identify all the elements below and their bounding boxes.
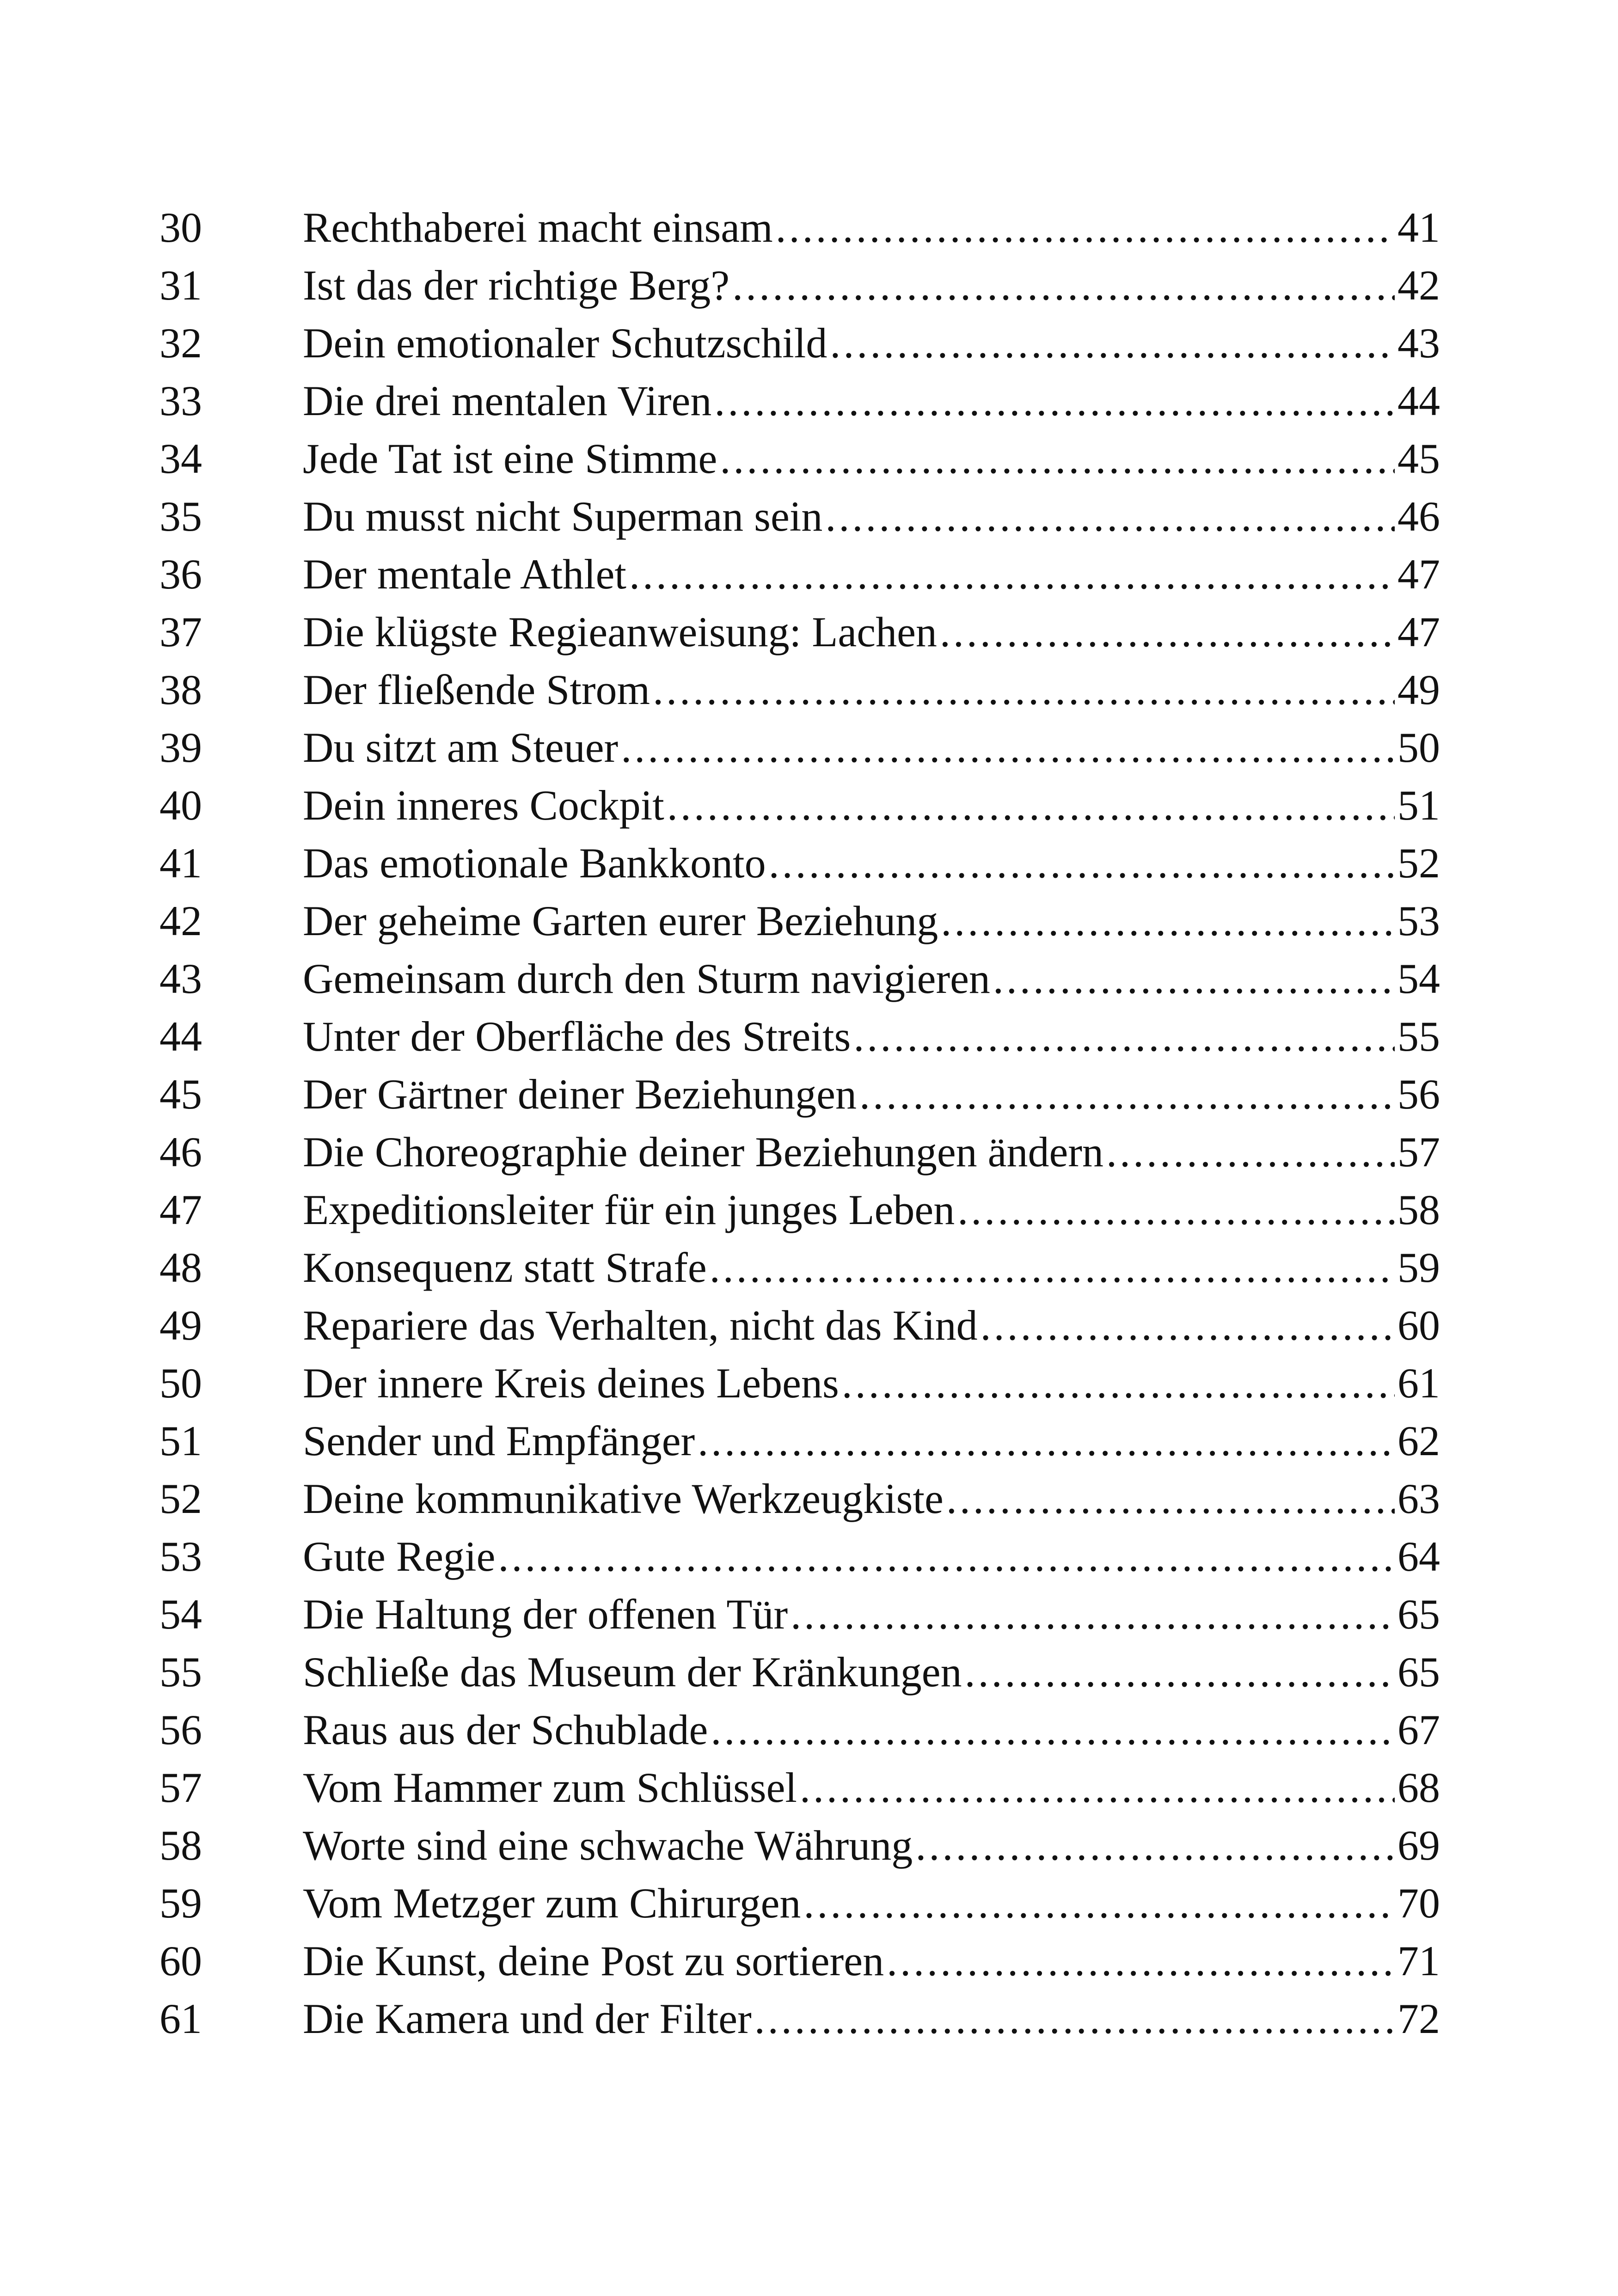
dot-leader [965, 1643, 1395, 1701]
toc-entry [303, 545, 1440, 603]
toc-chapter-number: 51 [159, 1417, 202, 1464]
toc-row [159, 661, 1440, 719]
toc-chapter-number: 43 [159, 955, 202, 1002]
toc-chapter-number: 33 [159, 377, 202, 424]
toc-entry [303, 1065, 1440, 1123]
toc-row [159, 199, 1440, 257]
toc-chapter-title: Worte sind eine schwache Währung [303, 1822, 913, 1869]
toc-chapter-title: Der geheime Garten eurer Beziehung [303, 897, 938, 944]
dot-leader [941, 892, 1395, 950]
toc-entry [303, 1701, 1440, 1759]
toc-entry [303, 1008, 1440, 1065]
toc-page-number: 59 [1397, 1244, 1440, 1291]
toc-entry [303, 1643, 1440, 1701]
dot-leader [981, 1297, 1395, 1354]
toc-page-number: 56 [1397, 1071, 1440, 1118]
dot-leader [754, 1990, 1395, 2048]
toc-page-number: 52 [1397, 839, 1440, 887]
toc-chapter-number: 38 [159, 666, 202, 713]
toc-chapter-title: Der mentale Athlet [303, 551, 626, 598]
toc-entry [303, 1817, 1440, 1874]
toc-page-number: 69 [1397, 1822, 1440, 1869]
toc-chapter-number: 39 [159, 724, 202, 771]
toc-row [159, 1239, 1440, 1297]
toc-chapter-title: Vom Metzger zum Chirurgen [303, 1880, 801, 1927]
toc-chapter-number: 31 [159, 262, 202, 309]
dot-leader [710, 1239, 1395, 1297]
toc-chapter-number: 46 [159, 1128, 202, 1176]
toc-entry [303, 603, 1440, 661]
toc-chapter-title: Die klügste Regieanweisung: Lachen [303, 608, 937, 655]
toc-row [159, 1932, 1440, 1990]
toc-row [159, 1123, 1440, 1181]
toc-chapter-title: Vom Hammer zum Schlüssel [303, 1764, 797, 1811]
toc-chapter-title: Schließe das Museum der Kränkungen [303, 1648, 962, 1696]
toc-chapter-number: 57 [159, 1764, 202, 1811]
toc-row [159, 545, 1440, 603]
toc-chapter-title: Du sitzt am Steuer [303, 724, 619, 771]
toc-chapter-number: 37 [159, 608, 202, 655]
toc-row [159, 1643, 1440, 1701]
toc-chapter-number: 41 [159, 839, 202, 887]
toc-chapter-title: Die Kamera und der Filter [303, 1995, 752, 2042]
toc-entry [303, 1354, 1440, 1412]
toc-page-number: 47 [1397, 608, 1440, 655]
toc-chapter-number: 49 [159, 1302, 202, 1349]
toc-chapter-number: 34 [159, 435, 202, 482]
toc-entry [303, 199, 1440, 257]
toc-page-number: 71 [1397, 1937, 1440, 1984]
dot-leader [621, 719, 1395, 777]
toc-page-number: 53 [1397, 897, 1440, 944]
toc-page-number: 70 [1397, 1880, 1440, 1927]
toc-entry [303, 1412, 1440, 1470]
toc-entry [303, 777, 1440, 834]
toc-page-number: 44 [1397, 377, 1440, 424]
dot-leader [653, 661, 1395, 719]
dot-leader [629, 545, 1395, 603]
toc-page-number: 57 [1397, 1128, 1440, 1176]
toc-chapter-title: Raus aus der Schublade [303, 1706, 708, 1753]
toc-entry [303, 1586, 1440, 1643]
toc-row [159, 834, 1440, 892]
toc-entry [303, 1470, 1440, 1528]
toc-chapter-title: Expeditionsleiter für ein junges Leben [303, 1186, 955, 1233]
dot-leader [1106, 1123, 1395, 1181]
toc-chapter-title: Repariere das Verhalten, nicht das Kind [303, 1302, 978, 1349]
toc-chapter-number: 30 [159, 204, 202, 251]
toc-page-number: 54 [1397, 955, 1440, 1002]
toc-entry [303, 719, 1440, 777]
toc-chapter-title: Deine kommunikative Werkzeugkiste [303, 1475, 944, 1522]
toc-row [159, 314, 1440, 372]
toc-page-number: 65 [1397, 1591, 1440, 1638]
toc-chapter-number: 36 [159, 551, 202, 598]
toc-row [159, 1008, 1440, 1065]
toc-entry [303, 1123, 1440, 1181]
toc-row [159, 1354, 1440, 1412]
toc-entry [303, 661, 1440, 719]
toc-page-number: 68 [1397, 1764, 1440, 1811]
toc-chapter-title: Dein inneres Cockpit [303, 782, 664, 829]
toc-row [159, 777, 1440, 834]
toc-chapter-title: Gemeinsam durch den Sturm navigieren [303, 955, 990, 1002]
toc-row [159, 603, 1440, 661]
toc-chapter-title: Der innere Kreis deines Lebens [303, 1359, 839, 1407]
toc-entry [303, 1528, 1440, 1586]
toc-page-number: 47 [1397, 551, 1440, 598]
toc-page-number: 60 [1397, 1302, 1440, 1349]
dot-leader [711, 1701, 1395, 1759]
table-of-contents [159, 199, 1440, 2048]
toc-row [159, 1065, 1440, 1123]
toc-entry [303, 1181, 1440, 1239]
toc-page-number: 61 [1397, 1359, 1440, 1407]
toc-chapter-number: 45 [159, 1071, 202, 1118]
toc-chapter-number: 54 [159, 1591, 202, 1638]
toc-chapter-title: Dein emotionaler Schutzschild [303, 319, 827, 367]
dot-leader [776, 199, 1395, 257]
dot-leader [825, 488, 1395, 545]
toc-entry [303, 834, 1440, 892]
toc-chapter-number: 53 [159, 1533, 202, 1580]
toc-chapter-number: 60 [159, 1937, 202, 1984]
dot-leader [791, 1586, 1395, 1643]
toc-chapter-number: 44 [159, 1013, 202, 1060]
dot-leader [720, 430, 1395, 488]
toc-entry [303, 950, 1440, 1008]
dot-leader [714, 372, 1395, 430]
toc-page-number: 49 [1397, 666, 1440, 713]
toc-row [159, 1528, 1440, 1586]
toc-row [159, 1817, 1440, 1874]
dot-leader [946, 1470, 1395, 1528]
toc-page-number: 67 [1397, 1706, 1440, 1753]
dot-leader [698, 1412, 1395, 1470]
toc-row [159, 1586, 1440, 1643]
toc-chapter-title: Die drei mentalen Viren [303, 377, 712, 424]
toc-chapter-number: 35 [159, 493, 202, 540]
toc-chapter-title: Rechthaberei macht einsam [303, 204, 773, 251]
toc-page-number: 63 [1397, 1475, 1440, 1522]
toc-entry [303, 1990, 1440, 2048]
toc-row [159, 1759, 1440, 1817]
toc-row [159, 257, 1440, 314]
dot-leader [940, 603, 1395, 661]
toc-page-number: 42 [1397, 262, 1440, 309]
toc-entry [303, 372, 1440, 430]
toc-row [159, 372, 1440, 430]
toc-entry [303, 1239, 1440, 1297]
dot-leader [830, 314, 1395, 372]
dot-leader [803, 1874, 1395, 1932]
toc-chapter-number: 58 [159, 1822, 202, 1869]
toc-entry [303, 1297, 1440, 1354]
toc-row [159, 1181, 1440, 1239]
toc-row [159, 1412, 1440, 1470]
toc-page-number: 62 [1397, 1417, 1440, 1464]
toc-chapter-title: Gute Regie [303, 1533, 496, 1580]
dot-leader [498, 1528, 1395, 1586]
toc-chapter-number: 56 [159, 1706, 202, 1753]
toc-chapter-number: 59 [159, 1880, 202, 1927]
toc-page-number: 64 [1397, 1533, 1440, 1580]
dot-leader [842, 1354, 1395, 1412]
toc-chapter-title: Der Gärtner deiner Beziehungen [303, 1071, 857, 1118]
toc-row [159, 1874, 1440, 1932]
toc-page-number: 50 [1397, 724, 1440, 771]
dot-leader [667, 777, 1395, 834]
toc-row [159, 950, 1440, 1008]
toc-chapter-number: 48 [159, 1244, 202, 1291]
toc-row [159, 430, 1440, 488]
dot-leader [993, 950, 1395, 1008]
toc-chapter-title: Konsequenz statt Strafe [303, 1244, 707, 1291]
toc-page-number: 72 [1397, 1995, 1440, 2042]
toc-chapter-number: 52 [159, 1475, 202, 1522]
toc-chapter-title: Das emotionale Bankkonto [303, 839, 766, 887]
toc-chapter-title: Sender und Empfänger [303, 1417, 695, 1464]
dot-leader [957, 1181, 1395, 1239]
dot-leader [769, 834, 1395, 892]
toc-row [159, 892, 1440, 950]
toc-entry [303, 1932, 1440, 1990]
toc-chapter-number: 61 [159, 1995, 202, 2042]
toc-chapter-title: Der fließende Strom [303, 666, 650, 713]
toc-entry [303, 1874, 1440, 1932]
dot-leader [887, 1932, 1395, 1990]
toc-page-number: 65 [1397, 1648, 1440, 1696]
toc-row [159, 1470, 1440, 1528]
toc-chapter-number: 42 [159, 897, 202, 944]
toc-page-number: 46 [1397, 493, 1440, 540]
toc-page-number: 45 [1397, 435, 1440, 482]
dot-leader [859, 1065, 1395, 1123]
toc-chapter-title: Die Kunst, deine Post zu sortieren [303, 1937, 884, 1984]
dot-leader [732, 257, 1395, 314]
toc-entry [303, 1759, 1440, 1817]
toc-entry [303, 488, 1440, 545]
toc-page-number: 58 [1397, 1186, 1440, 1233]
toc-chapter-title: Du musst nicht Superman sein [303, 493, 823, 540]
toc-page-number: 55 [1397, 1013, 1440, 1060]
toc-page-number: 41 [1397, 204, 1440, 251]
toc-page-number: 51 [1397, 782, 1440, 829]
toc-chapter-title: Die Haltung der offenen Tür [303, 1591, 788, 1638]
toc-page-number: 43 [1397, 319, 1440, 367]
toc-chapter-title: Jede Tat ist eine Stimme [303, 435, 717, 482]
dot-leader [915, 1817, 1395, 1874]
dot-leader [800, 1759, 1395, 1817]
dot-leader [853, 1008, 1395, 1065]
toc-entry [303, 257, 1440, 314]
toc-chapter-title: Unter der Oberfläche des Streits [303, 1013, 851, 1060]
toc-chapter-number: 50 [159, 1359, 202, 1407]
toc-row [159, 719, 1440, 777]
toc-chapter-title: Ist das der richtige Berg? [303, 262, 730, 309]
toc-entry [303, 430, 1440, 488]
toc-entry [303, 892, 1440, 950]
toc-entry [303, 314, 1440, 372]
toc-chapter-number: 40 [159, 782, 202, 829]
toc-chapter-number: 55 [159, 1648, 202, 1696]
toc-row [159, 1297, 1440, 1354]
toc-chapter-number: 32 [159, 319, 202, 367]
toc-row [159, 488, 1440, 545]
toc-row [159, 1701, 1440, 1759]
toc-chapter-number: 47 [159, 1186, 202, 1233]
toc-row [159, 1990, 1440, 2048]
toc-chapter-title: Die Choreographie deiner Beziehungen ändern [303, 1128, 1103, 1176]
